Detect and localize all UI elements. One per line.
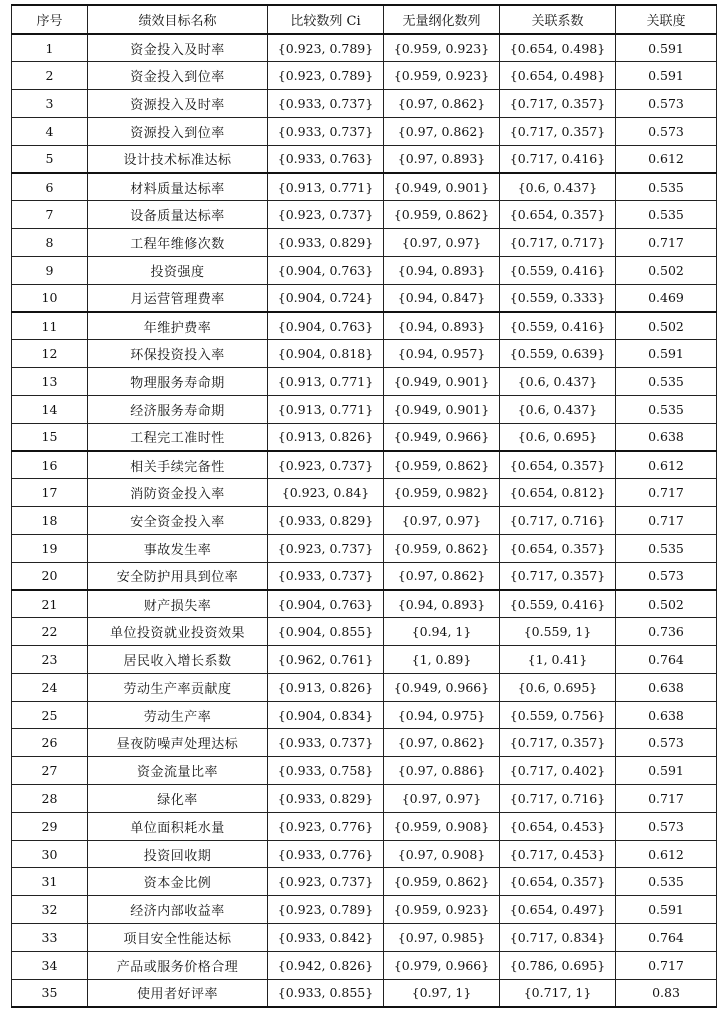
comparison-series: {0.904, 0.834} bbox=[268, 701, 384, 729]
table-row bbox=[12, 534, 717, 562]
normalized-series: {0.94, 0.893} bbox=[384, 256, 500, 284]
header-index: 序号 bbox=[12, 5, 88, 34]
normalized-series: {0.959, 0.862} bbox=[384, 868, 500, 896]
correlation-degree: 0.502 bbox=[616, 256, 717, 284]
correlation-coefficient: {0.654, 0.812} bbox=[500, 479, 616, 507]
table-row bbox=[12, 673, 717, 701]
correlation-coefficient: {0.6, 0.437} bbox=[500, 173, 616, 201]
table-row bbox=[12, 646, 717, 674]
indicator-name: 设备质量达标率 bbox=[88, 201, 268, 229]
row-index: 17 bbox=[12, 479, 88, 507]
comparison-series: {0.933, 0.829} bbox=[268, 785, 384, 813]
table-row bbox=[12, 785, 717, 813]
correlation-coefficient: {0.654, 0.498} bbox=[500, 34, 616, 62]
row-index: 31 bbox=[12, 868, 88, 896]
table-row bbox=[12, 145, 717, 173]
table-body bbox=[12, 34, 717, 1007]
table-row bbox=[12, 840, 717, 868]
normalized-series: {0.94, 0.893} bbox=[384, 312, 500, 340]
normalized-series: {0.959, 0.982} bbox=[384, 479, 500, 507]
normalized-series: {0.949, 0.966} bbox=[384, 673, 500, 701]
indicator-name: 资源投入到位率 bbox=[88, 117, 268, 145]
grey-relational-table-container bbox=[11, 4, 716, 1008]
header-correlation-coefficient: 关联系数 bbox=[500, 5, 616, 34]
normalized-series: {0.94, 0.847} bbox=[384, 284, 500, 312]
indicator-name: 事故发生率 bbox=[88, 534, 268, 562]
comparison-series: {0.923, 0.84} bbox=[268, 479, 384, 507]
normalized-series: {0.949, 0.966} bbox=[384, 423, 500, 451]
row-index: 1 bbox=[12, 34, 88, 62]
indicator-name: 消防资金投入率 bbox=[88, 479, 268, 507]
normalized-series: {0.97, 0.862} bbox=[384, 562, 500, 590]
indicator-name: 相关手续完备性 bbox=[88, 451, 268, 479]
correlation-degree: 0.638 bbox=[616, 673, 717, 701]
correlation-coefficient: {0.559, 0.416} bbox=[500, 256, 616, 284]
normalized-series: {0.94, 0.957} bbox=[384, 340, 500, 368]
table-row bbox=[12, 979, 717, 1007]
correlation-coefficient: {0.717, 0.716} bbox=[500, 785, 616, 813]
table-row bbox=[12, 757, 717, 785]
comparison-series: {0.933, 0.776} bbox=[268, 840, 384, 868]
row-index: 28 bbox=[12, 785, 88, 813]
table-row bbox=[12, 173, 717, 201]
table-row bbox=[12, 423, 717, 451]
correlation-degree: 0.573 bbox=[616, 562, 717, 590]
row-index: 6 bbox=[12, 173, 88, 201]
correlation-coefficient: {0.6, 0.437} bbox=[500, 368, 616, 396]
indicator-name: 资金投入到位率 bbox=[88, 62, 268, 90]
indicator-name: 设计技术标准达标 bbox=[88, 145, 268, 173]
correlation-coefficient: {0.717, 0.834} bbox=[500, 924, 616, 952]
comparison-series: {0.933, 0.829} bbox=[268, 229, 384, 257]
normalized-series: {0.97, 0.862} bbox=[384, 729, 500, 757]
normalized-series: {0.97, 0.908} bbox=[384, 840, 500, 868]
correlation-coefficient: {0.654, 0.357} bbox=[500, 451, 616, 479]
correlation-degree: 0.764 bbox=[616, 924, 717, 952]
comparison-series: {0.962, 0.761} bbox=[268, 646, 384, 674]
correlation-degree: 0.502 bbox=[616, 590, 717, 618]
comparison-series: {0.933, 0.758} bbox=[268, 757, 384, 785]
table-row bbox=[12, 729, 717, 757]
row-index: 15 bbox=[12, 423, 88, 451]
row-index: 8 bbox=[12, 229, 88, 257]
indicator-name: 资本金比例 bbox=[88, 868, 268, 896]
correlation-coefficient: {0.654, 0.453} bbox=[500, 812, 616, 840]
table-row bbox=[12, 90, 717, 118]
table-row bbox=[12, 340, 717, 368]
table-row bbox=[12, 590, 717, 618]
row-index: 9 bbox=[12, 256, 88, 284]
correlation-coefficient: {0.717, 0.402} bbox=[500, 757, 616, 785]
comparison-series: {0.923, 0.737} bbox=[268, 868, 384, 896]
correlation-coefficient: {0.786, 0.695} bbox=[500, 951, 616, 979]
correlation-coefficient: {0.559, 1} bbox=[500, 618, 616, 646]
correlation-degree: 0.612 bbox=[616, 840, 717, 868]
indicator-name: 投资回收期 bbox=[88, 840, 268, 868]
normalized-series: {0.949, 0.901} bbox=[384, 173, 500, 201]
indicator-name: 月运营管理费率 bbox=[88, 284, 268, 312]
header-normalized-series: 无量纲化数列 bbox=[384, 5, 500, 34]
row-index: 18 bbox=[12, 507, 88, 535]
comparison-series: {0.923, 0.737} bbox=[268, 534, 384, 562]
header-indicator-name: 绩效目标名称 bbox=[88, 5, 268, 34]
table-row bbox=[12, 451, 717, 479]
correlation-coefficient: {0.654, 0.498} bbox=[500, 62, 616, 90]
correlation-degree: 0.717 bbox=[616, 479, 717, 507]
normalized-series: {0.959, 0.923} bbox=[384, 62, 500, 90]
correlation-coefficient: {1, 0.41} bbox=[500, 646, 616, 674]
row-index: 26 bbox=[12, 729, 88, 757]
row-index: 35 bbox=[12, 979, 88, 1007]
comparison-series: {0.904, 0.724} bbox=[268, 284, 384, 312]
row-index: 20 bbox=[12, 562, 88, 590]
row-index: 29 bbox=[12, 812, 88, 840]
comparison-series: {0.933, 0.855} bbox=[268, 979, 384, 1007]
normalized-series: {0.97, 0.862} bbox=[384, 117, 500, 145]
correlation-coefficient: {0.559, 0.416} bbox=[500, 590, 616, 618]
row-index: 25 bbox=[12, 701, 88, 729]
row-index: 24 bbox=[12, 673, 88, 701]
row-index: 7 bbox=[12, 201, 88, 229]
correlation-coefficient: {0.717, 0.357} bbox=[500, 117, 616, 145]
correlation-degree: 0.612 bbox=[616, 451, 717, 479]
correlation-coefficient: {0.717, 0.357} bbox=[500, 90, 616, 118]
row-index: 2 bbox=[12, 62, 88, 90]
comparison-series: {0.933, 0.737} bbox=[268, 729, 384, 757]
correlation-degree: 0.717 bbox=[616, 507, 717, 535]
indicator-name: 材料质量达标率 bbox=[88, 173, 268, 201]
normalized-series: {0.959, 0.862} bbox=[384, 451, 500, 479]
table-row bbox=[12, 284, 717, 312]
comparison-series: {0.904, 0.763} bbox=[268, 256, 384, 284]
indicator-name: 投资强度 bbox=[88, 256, 268, 284]
normalized-series: {0.97, 0.886} bbox=[384, 757, 500, 785]
correlation-degree: 0.717 bbox=[616, 229, 717, 257]
correlation-degree: 0.573 bbox=[616, 117, 717, 145]
correlation-degree: 0.736 bbox=[616, 618, 717, 646]
table-row bbox=[12, 812, 717, 840]
correlation-degree: 0.535 bbox=[616, 534, 717, 562]
indicator-name: 工程完工准时性 bbox=[88, 423, 268, 451]
grey-relational-table bbox=[11, 4, 717, 1008]
indicator-name: 产品或服务价格合理 bbox=[88, 951, 268, 979]
table-row bbox=[12, 395, 717, 423]
table-row bbox=[12, 201, 717, 229]
row-index: 23 bbox=[12, 646, 88, 674]
normalized-series: {0.94, 0.975} bbox=[384, 701, 500, 729]
comparison-series: {0.904, 0.763} bbox=[268, 590, 384, 618]
row-index: 22 bbox=[12, 618, 88, 646]
correlation-coefficient: {0.654, 0.357} bbox=[500, 868, 616, 896]
indicator-name: 资金流量比率 bbox=[88, 757, 268, 785]
comparison-series: {0.923, 0.789} bbox=[268, 34, 384, 62]
correlation-coefficient: {0.654, 0.357} bbox=[500, 201, 616, 229]
comparison-series: {0.904, 0.818} bbox=[268, 340, 384, 368]
correlation-coefficient: {0.717, 0.416} bbox=[500, 145, 616, 173]
correlation-coefficient: {0.717, 0.716} bbox=[500, 507, 616, 535]
normalized-series: {0.97, 0.97} bbox=[384, 507, 500, 535]
indicator-name: 昼夜防噪声处理达标 bbox=[88, 729, 268, 757]
table-row bbox=[12, 562, 717, 590]
correlation-coefficient: {0.717, 1} bbox=[500, 979, 616, 1007]
header-row bbox=[12, 5, 717, 34]
correlation-degree: 0.83 bbox=[616, 979, 717, 1007]
correlation-coefficient: {0.654, 0.497} bbox=[500, 896, 616, 924]
table-row bbox=[12, 896, 717, 924]
table-row bbox=[12, 34, 717, 62]
normalized-series: {0.949, 0.901} bbox=[384, 395, 500, 423]
comparison-series: {0.923, 0.737} bbox=[268, 451, 384, 479]
correlation-coefficient: {0.559, 0.416} bbox=[500, 312, 616, 340]
normalized-series: {0.94, 1} bbox=[384, 618, 500, 646]
indicator-name: 经济内部收益率 bbox=[88, 896, 268, 924]
comparison-series: {0.913, 0.771} bbox=[268, 368, 384, 396]
correlation-degree: 0.469 bbox=[616, 284, 717, 312]
correlation-degree: 0.591 bbox=[616, 757, 717, 785]
correlation-degree: 0.573 bbox=[616, 812, 717, 840]
normalized-series: {0.97, 1} bbox=[384, 979, 500, 1007]
indicator-name: 劳动生产率贡献度 bbox=[88, 673, 268, 701]
row-index: 19 bbox=[12, 534, 88, 562]
correlation-degree: 0.502 bbox=[616, 312, 717, 340]
comparison-series: {0.904, 0.763} bbox=[268, 312, 384, 340]
indicator-name: 年维护费率 bbox=[88, 312, 268, 340]
correlation-coefficient: {0.717, 0.357} bbox=[500, 729, 616, 757]
comparison-series: {0.913, 0.826} bbox=[268, 673, 384, 701]
comparison-series: {0.933, 0.737} bbox=[268, 562, 384, 590]
row-index: 4 bbox=[12, 117, 88, 145]
normalized-series: {0.959, 0.923} bbox=[384, 34, 500, 62]
correlation-degree: 0.535 bbox=[616, 395, 717, 423]
normalized-series: {0.979, 0.966} bbox=[384, 951, 500, 979]
table-row bbox=[12, 618, 717, 646]
comparison-series: {0.904, 0.855} bbox=[268, 618, 384, 646]
comparison-series: {0.923, 0.776} bbox=[268, 812, 384, 840]
correlation-degree: 0.535 bbox=[616, 201, 717, 229]
row-index: 34 bbox=[12, 951, 88, 979]
normalized-series: {1, 0.89} bbox=[384, 646, 500, 674]
table-row bbox=[12, 117, 717, 145]
table-row bbox=[12, 368, 717, 396]
table-header bbox=[12, 5, 717, 34]
normalized-series: {0.97, 0.97} bbox=[384, 229, 500, 257]
table-row bbox=[12, 229, 717, 257]
row-index: 14 bbox=[12, 395, 88, 423]
table-row bbox=[12, 62, 717, 90]
correlation-coefficient: {0.559, 0.333} bbox=[500, 284, 616, 312]
correlation-degree: 0.717 bbox=[616, 785, 717, 813]
correlation-coefficient: {0.559, 0.756} bbox=[500, 701, 616, 729]
comparison-series: {0.942, 0.826} bbox=[268, 951, 384, 979]
comparison-series: {0.933, 0.763} bbox=[268, 145, 384, 173]
indicator-name: 物理服务寿命期 bbox=[88, 368, 268, 396]
comparison-series: {0.933, 0.737} bbox=[268, 90, 384, 118]
row-index: 10 bbox=[12, 284, 88, 312]
row-index: 32 bbox=[12, 896, 88, 924]
row-index: 11 bbox=[12, 312, 88, 340]
row-index: 13 bbox=[12, 368, 88, 396]
correlation-coefficient: {0.654, 0.357} bbox=[500, 534, 616, 562]
indicator-name: 居民收入增长系数 bbox=[88, 646, 268, 674]
table-row bbox=[12, 701, 717, 729]
comparison-series: {0.913, 0.771} bbox=[268, 395, 384, 423]
row-index: 16 bbox=[12, 451, 88, 479]
comparison-series: {0.933, 0.737} bbox=[268, 117, 384, 145]
correlation-degree: 0.591 bbox=[616, 896, 717, 924]
correlation-coefficient: {0.6, 0.695} bbox=[500, 673, 616, 701]
correlation-coefficient: {0.717, 0.717} bbox=[500, 229, 616, 257]
indicator-name: 财产损失率 bbox=[88, 590, 268, 618]
correlation-coefficient: {0.6, 0.437} bbox=[500, 395, 616, 423]
row-index: 5 bbox=[12, 145, 88, 173]
normalized-series: {0.97, 0.97} bbox=[384, 785, 500, 813]
row-index: 33 bbox=[12, 924, 88, 952]
table-row bbox=[12, 312, 717, 340]
table-row bbox=[12, 507, 717, 535]
indicator-name: 工程年维修次数 bbox=[88, 229, 268, 257]
comparison-series: {0.933, 0.829} bbox=[268, 507, 384, 535]
comparison-series: {0.923, 0.737} bbox=[268, 201, 384, 229]
correlation-degree: 0.612 bbox=[616, 145, 717, 173]
normalized-series: {0.97, 0.862} bbox=[384, 90, 500, 118]
row-index: 21 bbox=[12, 590, 88, 618]
normalized-series: {0.94, 0.893} bbox=[384, 590, 500, 618]
indicator-name: 安全防护用具到位率 bbox=[88, 562, 268, 590]
normalized-series: {0.959, 0.862} bbox=[384, 534, 500, 562]
indicator-name: 单位面积耗水量 bbox=[88, 812, 268, 840]
correlation-degree: 0.591 bbox=[616, 34, 717, 62]
correlation-degree: 0.573 bbox=[616, 729, 717, 757]
normalized-series: {0.949, 0.901} bbox=[384, 368, 500, 396]
correlation-degree: 0.573 bbox=[616, 90, 717, 118]
header-correlation-degree: 关联度 bbox=[616, 5, 717, 34]
indicator-name: 劳动生产率 bbox=[88, 701, 268, 729]
normalized-series: {0.97, 0.893} bbox=[384, 145, 500, 173]
correlation-coefficient: {0.559, 0.639} bbox=[500, 340, 616, 368]
correlation-degree: 0.591 bbox=[616, 340, 717, 368]
correlation-degree: 0.535 bbox=[616, 868, 717, 896]
indicator-name: 环保投资投入率 bbox=[88, 340, 268, 368]
correlation-degree: 0.638 bbox=[616, 423, 717, 451]
correlation-coefficient: {0.717, 0.453} bbox=[500, 840, 616, 868]
indicator-name: 绿化率 bbox=[88, 785, 268, 813]
normalized-series: {0.97, 0.985} bbox=[384, 924, 500, 952]
comparison-series: {0.913, 0.771} bbox=[268, 173, 384, 201]
indicator-name: 经济服务寿命期 bbox=[88, 395, 268, 423]
indicator-name: 安全资金投入率 bbox=[88, 507, 268, 535]
indicator-name: 使用者好评率 bbox=[88, 979, 268, 1007]
comparison-series: {0.913, 0.826} bbox=[268, 423, 384, 451]
correlation-degree: 0.717 bbox=[616, 951, 717, 979]
indicator-name: 单位投资就业投资效果 bbox=[88, 618, 268, 646]
table-row bbox=[12, 868, 717, 896]
normalized-series: {0.959, 0.862} bbox=[384, 201, 500, 229]
table-row bbox=[12, 479, 717, 507]
correlation-degree: 0.535 bbox=[616, 368, 717, 396]
header-comparison-series: 比较数列 Ci bbox=[268, 5, 384, 34]
correlation-degree: 0.764 bbox=[616, 646, 717, 674]
correlation-degree: 0.535 bbox=[616, 173, 717, 201]
normalized-series: {0.959, 0.908} bbox=[384, 812, 500, 840]
row-index: 12 bbox=[12, 340, 88, 368]
comparison-series: {0.923, 0.789} bbox=[268, 62, 384, 90]
indicator-name: 项目安全性能达标 bbox=[88, 924, 268, 952]
row-index: 3 bbox=[12, 90, 88, 118]
table-row bbox=[12, 256, 717, 284]
table-row bbox=[12, 924, 717, 952]
correlation-coefficient: {0.6, 0.695} bbox=[500, 423, 616, 451]
table-row bbox=[12, 951, 717, 979]
correlation-degree: 0.638 bbox=[616, 701, 717, 729]
row-index: 27 bbox=[12, 757, 88, 785]
normalized-series: {0.959, 0.923} bbox=[384, 896, 500, 924]
correlation-coefficient: {0.717, 0.357} bbox=[500, 562, 616, 590]
indicator-name: 资金投入及时率 bbox=[88, 34, 268, 62]
indicator-name: 资源投入及时率 bbox=[88, 90, 268, 118]
correlation-degree: 0.591 bbox=[616, 62, 717, 90]
comparison-series: {0.923, 0.789} bbox=[268, 896, 384, 924]
comparison-series: {0.933, 0.842} bbox=[268, 924, 384, 952]
row-index: 30 bbox=[12, 840, 88, 868]
